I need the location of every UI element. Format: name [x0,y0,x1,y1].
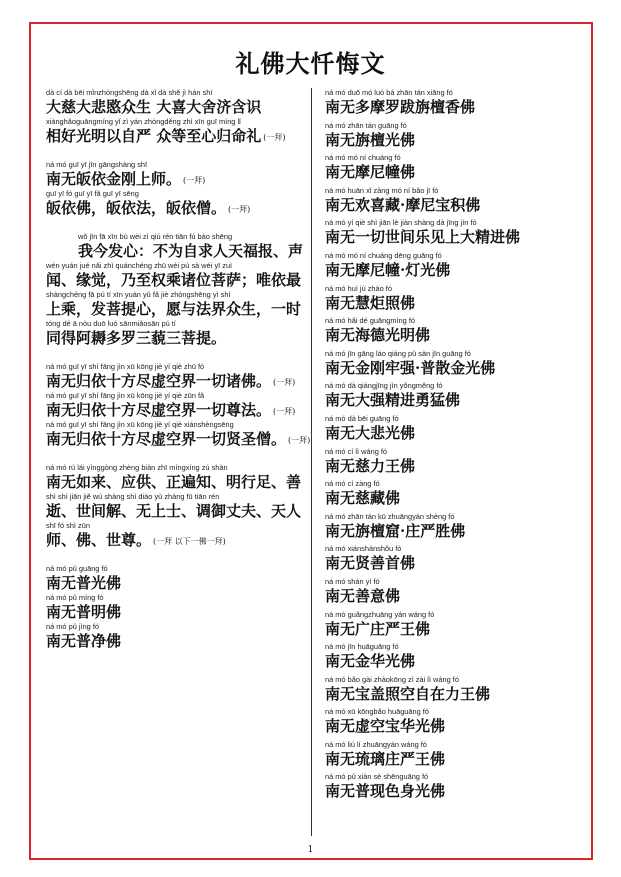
page-number: 1 [307,845,314,855]
hanzi-text: 南无普光佛 [46,574,122,592]
hanzi-line [46,329,308,348]
hanzi-text: 南无摩尼幢·灯光佛 [325,260,451,279]
verse-line [325,381,575,410]
hanzi-text: 南无琉璃庄严王佛 [325,749,446,768]
pinyin-line: ná mó pǔ jìng fó [46,622,100,631]
hanzi-line [325,620,575,639]
hanzi-text: 南无宝盖照空自在力王佛 [325,684,491,703]
hanzi-line [46,271,308,290]
hanzi-text: 南无旃檀窟·庄严胜佛 [325,521,466,540]
hanzi-line [325,228,575,247]
left-column [46,88,311,651]
verse-line [325,284,575,313]
bow-annotation: (一拜) [183,175,206,185]
hanzi-text: 南无归依十方尽虚空界一切诸佛。 [46,372,272,390]
pinyin-line: ná mó duō mó luó bá zhān tán xiāng fó [325,88,453,97]
pinyin-line: ná mó xiánshànshǒu fó [325,544,402,554]
pinyin-line: ná mó rú lái yìnggòng zhèng biàn zhī míngxíng zú shàn [46,463,228,472]
pinyin-line: wǒ jīn fā xīn bù wèi zì qiú rén tiān fú bào shēng [78,232,233,241]
hanzi-text: 南无大强精进勇猛佛 [325,391,461,410]
pinyin-line: ná mó zhān tán kū zhuāngyán shèng fó [325,511,455,521]
hanzi-line [325,424,575,443]
verse-line [325,512,575,541]
hanzi-text: 皈依佛，皈依法，皈依僧。 [46,199,227,217]
section-gap [46,550,308,564]
hanzi-text: 南无虚空宝华光佛 [325,717,446,736]
verse-line [46,593,308,622]
hanzi-text: 南无皈依金刚上师。 [46,170,182,188]
pinyin-line: ná mó cí zàng fó [325,479,380,489]
pinyin-line: ná mó dà qiángjīng jìn yǒngměng fó [325,381,443,391]
hanzi-text: 大慈大悲愍众生 大喜大舍济含识 [46,98,262,116]
hanzi-line [325,782,575,801]
section-gap [46,218,308,232]
hanzi-line [325,98,575,117]
hanzi-line [325,522,575,541]
hanzi-line [46,401,308,420]
hanzi-line [46,127,308,146]
hanzi-text: 相好光明以自严 众等至心归命礼 [46,127,262,145]
hanzi-line [325,196,575,215]
hanzi-line [325,489,575,508]
hanzi-text: 南无广庄严王佛 [325,619,431,638]
hanzi-line [325,652,575,671]
pinyin-line: ná mó zhān tán guāng fó [325,120,407,130]
pinyin-line: ná mó xū kōngbǎo huāguāng fó [325,707,429,717]
pinyin-line: ná mó shàn yì fó [325,576,380,586]
verse-line [325,707,575,736]
verse-line [325,447,575,476]
verse-line [325,88,575,117]
pinyin-line: shì shì jiān jiě wú shàng shì diào yù zhàng fū tiān rén [46,492,220,501]
hanzi-line [46,531,308,550]
hanzi-line [325,163,575,182]
section-gap [46,348,308,362]
pinyin-line: ná mó pǔ míng fó [46,593,104,602]
verse-line [325,675,575,704]
pinyin-line: tóng dé ā nòu duō luó sānmiǎosān pú tí [46,319,176,328]
hanzi-text: 南无善意佛 [325,586,401,605]
hanzi-line [46,473,308,492]
bow-annotation: (一拜) [273,377,296,387]
hanzi-line [46,242,308,261]
column-divider [311,88,312,836]
pinyin-line: ná mó huì jù zhào fó [325,283,392,293]
hanzi-line [46,502,308,521]
bow-annotation: (一拜) [228,204,251,214]
pinyin-line: ná mó pǔ xiàn sè shēnguāng fó [325,772,429,782]
hanzi-text: 我今发心：不为自求人天福报、声 [78,242,304,260]
pinyin-line: ná mó guī yī shí fāng jìn xū kōng jiè yí qiè xiánshèngsēng [46,420,234,429]
hanzi-line [46,199,308,218]
pinyin-line: ná mó yí qiè shì jiān lè jiàn shàng dà jīng jìn fó [325,218,477,228]
hanzi-text: 南无金华光佛 [325,652,416,671]
hanzi-line [46,300,308,319]
bow-annotation: (一拜 以下一佛一拜) [153,536,226,546]
hanzi-line [325,359,575,378]
hanzi-line [46,430,311,449]
verse-line [46,117,308,146]
hanzi-text: 南无金刚牢强·普散金光佛 [325,358,496,377]
hanzi-line [46,98,308,117]
verse-line [46,492,308,521]
pinyin-line: ná mó mó ní chuáng dēng guāng fó [325,250,442,260]
pinyin-line: shī fó shì zūn [46,521,90,530]
hanzi-text: 南无归依十方尽虚空界一切尊法。 [46,401,272,419]
verse-line [46,362,308,391]
hanzi-text: 闻、缘觉，乃至权乘诸位菩萨；唯依最 [46,271,302,289]
hanzi-line [325,717,575,736]
hanzi-line [325,294,575,313]
pinyin-line: guī yī fó guī yī fǎ guī yī sēng [46,189,139,198]
verse-line [46,319,308,348]
pinyin-line: dà cí dà bēi mǐnzhòngshēng dà xǐ dà shě jì hán shí [46,88,213,97]
hanzi-text: 南无慈力王佛 [325,456,416,475]
pinyin-line: ná mó bǎo gài zhàokōng zì zài lì wáng fó [325,674,459,684]
pinyin-line: ná mó guī yī jīn gāngshàng shī [46,160,148,169]
section-gap [46,449,308,463]
hanzi-text: 南无海德光明佛 [325,326,431,345]
pinyin-line: ná mó liú lí zhuāngyán wáng fó [325,739,427,749]
pinyin-line: ná mó hǎi dé guāngmíng fó [325,316,415,326]
verse-line [46,463,308,492]
verse-line [325,186,575,215]
hanzi-line [46,372,308,391]
hanzi-line [46,170,308,189]
bow-annotation: (一拜) [263,132,286,142]
hanzi-text: 南无欢喜藏·摩尼宝积佛 [325,195,481,214]
verse-line [46,391,308,420]
hanzi-line [325,685,575,704]
pinyin-line: xiànghǎoguāngmíng yǐ zì yán zhòngděng zhì xīn guī mìng lǐ [46,117,241,126]
verse-line [46,290,308,319]
pinyin-line: ná mó guī yī shí fāng jìn xū kōng jiè yí qiè zūn fǎ [46,391,205,400]
verse-line [325,479,575,508]
hanzi-line [46,632,308,651]
verse-line [46,160,308,189]
verse-line [46,564,308,593]
hanzi-text: 上乘，发菩提心，愿与法界众生，一时 [46,300,302,318]
pinyin-line: ná mó guǎngzhuāng yán wáng fó [325,609,435,619]
verse-line [46,622,308,651]
hanzi-text: 南无普明佛 [46,603,122,621]
verse-line [325,544,575,573]
verse-line [325,218,575,247]
section-gap [46,146,308,160]
verse-line [325,153,575,182]
verse-line [325,121,575,150]
pinyin-line: ná mó cí lì wáng fó [325,446,388,456]
hanzi-text: 南无归依十方尽虚空界一切贤圣僧。 [46,430,287,448]
right-column [325,88,575,805]
hanzi-text: 同得阿耨多罗三藐三菩提。 [46,329,227,347]
hanzi-text: 南无慧炬照佛 [325,293,416,312]
pinyin-line: ná mó jīn gāng láo qiáng pǔ sàn jīn guāng fó [325,348,471,358]
page-title: 礼佛大忏悔文 [235,49,386,78]
hanzi-text: 南无普净佛 [46,632,122,650]
hanzi-line [325,131,575,150]
pinyin-line: ná mó mó ní chuáng fó [325,153,401,163]
verse-line [325,577,575,606]
verse-line [325,414,575,443]
verse-line [46,521,308,550]
hanzi-line [325,261,575,280]
hanzi-line [325,554,575,573]
pinyin-line: shàngchéng fā pú tí xīn yuàn yǔ fǎ jiè zhòngshēng yì shí [46,290,231,299]
verse-line [325,740,575,769]
hanzi-text: 南无摩尼幢佛 [325,163,416,182]
bow-annotation: (一拜) [273,406,296,416]
hanzi-line [325,457,575,476]
verse-line [325,772,575,801]
verse-line [325,349,575,378]
hanzi-text: 南无普现色身光佛 [325,782,446,801]
verse-line [325,610,575,639]
hanzi-line [46,574,308,593]
verse-line [46,420,311,449]
verse-line [325,251,575,280]
hanzi-text: 南无一切世间乐见上大精进佛 [325,228,521,247]
hanzi-text: 逝、世间解、无上士、调御丈夫、天人 [46,502,302,520]
pinyin-line: ná mó jīn huāguāng fó [325,642,399,652]
hanzi-line [325,750,575,769]
verse-line [46,261,308,290]
verse-line [325,316,575,345]
pinyin-line: ná mó pǔ guāng fó [46,564,108,573]
verse-line [46,232,308,261]
hanzi-line [325,587,575,606]
hanzi-text: 南无慈藏佛 [325,489,401,508]
pinyin-line: ná mó dà bēi guāng fó [325,413,399,423]
hanzi-text: 南无大悲光佛 [325,423,416,442]
hanzi-line [46,603,308,622]
hanzi-text: 南无多摩罗跋旃檀香佛 [325,98,476,116]
pinyin-line: ná mó guī yī shí fāng jìn xū kōng jiè yí qiè zhū fó [46,362,205,371]
verse-line [325,642,575,671]
hanzi-text: 南无贤善首佛 [325,554,416,573]
hanzi-text: 南无如来、应供、正遍知、明行足、善 [46,473,302,491]
hanzi-text: 师、佛、世尊。 [46,531,152,549]
verse-line [46,189,308,218]
verse-line [46,88,308,117]
hanzi-line [325,326,575,345]
bow-annotation: (一拜) [288,435,311,445]
pinyin-line: ná mó huān xǐ zàng mó ní bǎo jī fó [325,185,439,195]
hanzi-text: 南无旃檀光佛 [325,130,416,149]
pinyin-line: wén yuán jué nǎi zhì quánchéng zhū wèi pú sà wéi yī zuì [46,261,233,270]
hanzi-line [325,391,575,410]
